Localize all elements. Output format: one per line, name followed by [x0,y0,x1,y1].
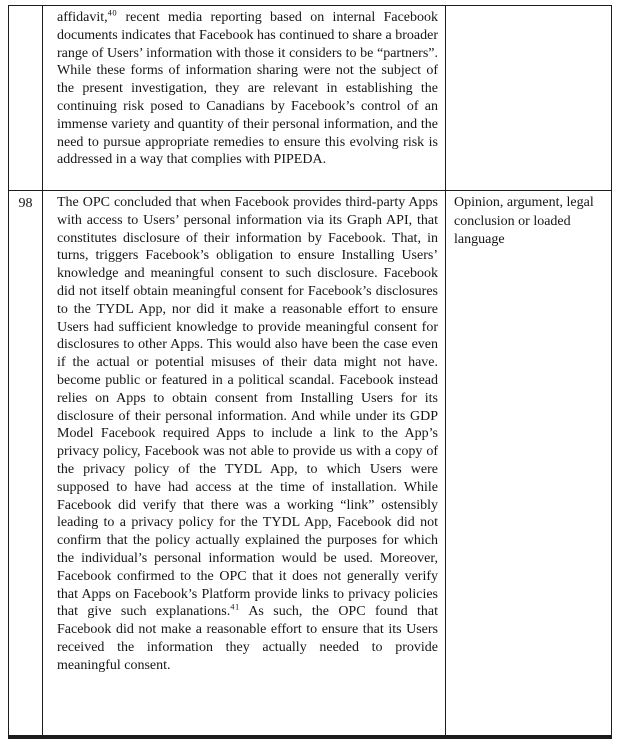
annotation-cell [446,191,612,737]
footnote-marker: 40 [107,7,118,18]
table-row-paragraph-98 [9,191,612,737]
body-text-segment: affidavit, [57,10,108,25]
annotation-cell [446,6,612,191]
body-text-segment: As such, the OPC found that Facebook did not make a reasonable effort to ensure that its Users received the information they actually needed to provide meaningful consent. [57,604,438,673]
paragraph-number-cell [9,191,43,737]
paragraph-text [57,194,438,675]
body-text-segment: The OPC concluded that when Facebook provides third-party Apps with access to Users’ personal information via its Graph API, that constitutes disclosure of their information by Facebook. That, in turns, triggers Facebook’s obligation to ensure Installing Users’ knowledge and meaningful consent to such disclosure. Facebook did not itself obtain meaningful consent for Facebook’s disclosures to the TYDL App, nor did it make a reasonable effort to ensure Users had sufficient knowledge to provide meaningful consent for disclosures to other Apps. This would also have been the case even if the actual or potential misuses of their data might not have. become public or featured in a political scandal. Facebook instead relies on Apps to obtain consent from Installing Users for its disclosure of their personal information. And while under its GDP Model Facebook required Apps to include a link to the App’s privacy policy, Facebook was not able to provide us with a copy of the privacy policy of the TYDL App, to which Users were supposed to have had access at the time of installation. While Facebook did verify that there was a working “link” ostensibly leading to a privacy policy for the TYDL App, Facebook did not confirm that the policy actually explained the purposes for which the individual’s personal information would be used. Moreover, Facebook confirmed to the OPC that it does not generally verify that Apps on Facebook’s Platform provide links to privacy policies that give such explanations. [57,195,438,620]
table-row-continuation [9,6,612,191]
annotation-text: Opinion, argument, legal conclusion or loaded language [454,195,594,247]
paragraph-review-table [8,5,612,739]
paragraph-number: 98 [18,196,33,211]
paragraph-body-cell [43,6,446,191]
footnote-marker: 41 [230,601,240,612]
body-text-segment: recent media reporting based on internal Facebook documents indicates that Facebook has continued to share a broader range of Users’ information with those it considers to be “partners”. While these forms of information sharing were not the subject of the present investigation, they are relevant in establishing the continuing risk posed to Canadians by Facebook’s control of an immense variety and quantity of their personal information, and the need to pursue appropriate remedies to ensure this evolving risk is addressed in a way that complies with PIPEDA. [57,10,438,168]
paragraph-number-cell [9,6,43,191]
paragraph-text [57,9,438,169]
paragraph-body-cell [43,191,446,737]
